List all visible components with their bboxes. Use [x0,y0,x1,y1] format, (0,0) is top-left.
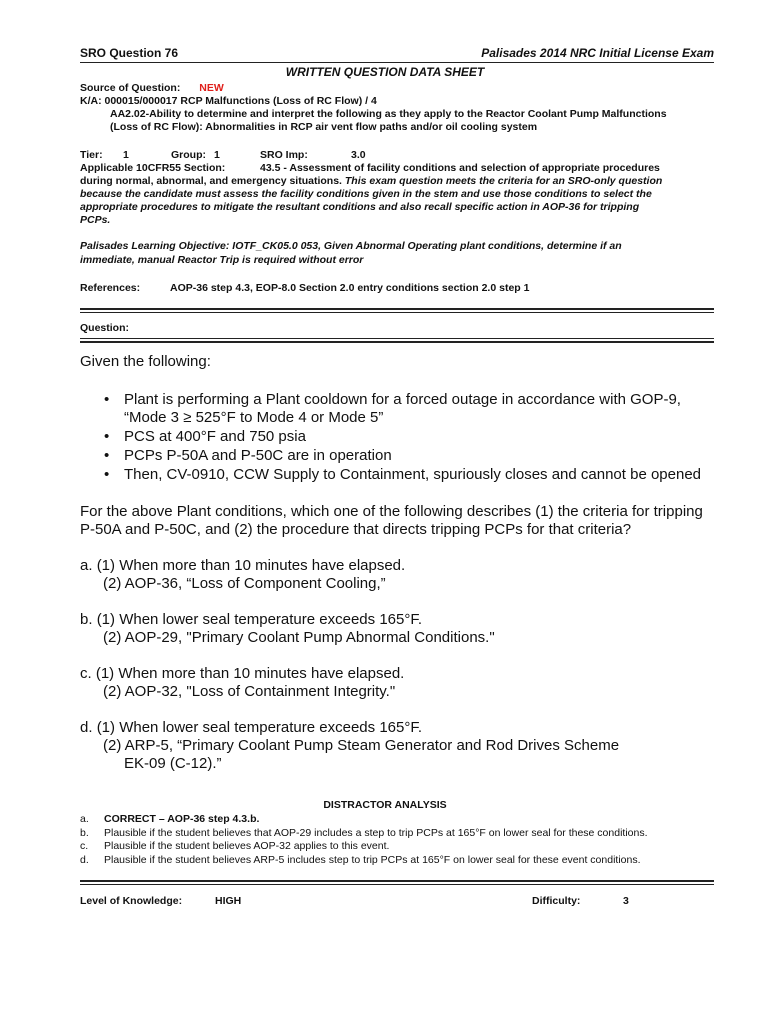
sro-imp-value: 3.0 [351,149,366,161]
answer-option-d[interactable] [80,719,720,773]
ka-line-3: (Loss of RC Flow): Abnormalities in RCP air vent flow paths and/or oil cooling system [110,121,538,133]
distractor-item [80,827,720,841]
distractor-letter: a. [80,813,89,825]
distractor-item [80,854,720,868]
footer-divider-1 [80,880,714,882]
applicable-line-5: PCPs. [80,214,111,226]
exam-title: Palisades 2014 NRC Initial License Exam [481,46,714,60]
section-divider-top-1 [80,308,714,310]
option-line-1: (1) When more than 10 minutes have elapsed. [96,557,406,574]
option-letter: b. [80,611,93,628]
sheet-title: WRITTEN QUESTION DATA SHEET [285,65,485,79]
option-line-2: (2) ARP-5, “Primary Coolant Pump Steam Generator and Rod Drives Scheme [103,737,620,754]
condition-text: Plant is performing a Plant cooldown for a forced outage in accordance with GOP-9, [124,391,681,408]
applicable-line-2-text: during normal, abnormal, and emergency situations. [80,175,342,187]
bullet-icon: • [104,391,110,408]
distractor-text: Plausible if the student believes that AOP-29 includes a step to trip PCPs at 165°F on lower seal for these conditions. [104,826,648,839]
difficulty-value: 3 [623,895,629,907]
applicable-value: 43.5 - Assessment of facility conditions and selection of appropriate procedures [260,162,660,174]
question-intro: Given the following: [80,353,211,370]
group-label: Group: [171,149,206,161]
option-line-1: (1) When lower seal temperature exceeds 165°F. [96,611,423,628]
level-of-knowledge-value: HIGH [215,895,242,907]
level-of-knowledge-label: Level of Knowledge: [80,895,183,907]
option-letter: d. [80,719,93,736]
question-number: SRO Question 76 [80,46,179,60]
distractor-text: CORRECT – AOP-36 step 4.3.b. [104,813,260,825]
question-label: Question: [80,322,129,334]
references-label: References: [80,282,141,294]
option-line-1: (1) When lower seal temperature exceeds 165°F. [96,719,423,736]
bullet-icon: • [104,447,110,464]
option-letter: c. [80,665,92,682]
distractor-text: Plausible if the student believes ARP-5 includes step to trip PCPs at 165°F on lower seal for these event conditions. [104,853,641,866]
option-line-1: (1) When more than 10 minutes have elapsed. [95,665,405,682]
ka-line-1: K/A: 000015/000017 RCP Malfunctions (Loss of RC Flow) / 4 [80,95,377,107]
applicable-line-3: because the candidate must assess the facility conditions given in the stem and use those conditions to select the [80,188,652,200]
answer-option-a[interactable] [80,557,720,593]
distractor-list [80,813,720,867]
objective-line-1: Palisades Learning Objective: IOTF_CK05.0 053, Given Abnormal Operating plant conditions, determine if an [80,240,622,252]
distractor-letter: c. [80,840,89,852]
question-divider-1 [80,338,714,339]
source-value: NEW [199,82,224,94]
condition-item [104,391,724,427]
question-stem-1: For the above Plant conditions, which one of the following describes (1) the criteria for tripping [80,503,703,520]
section-divider-top-2 [80,312,714,313]
tier-value: 1 [123,149,129,161]
distractor-item [80,813,720,827]
footer-divider-2 [80,884,714,885]
group-value: 1 [214,149,220,161]
option-line-2: (2) AOP-32, "Loss of Containment Integrity." [103,683,396,700]
question-divider-2 [80,341,714,343]
header-divider [80,62,714,63]
condition-text: PCPs P-50A and P-50C are in operation [124,447,392,464]
option-line-2: (2) AOP-29, "Primary Coolant Pump Abnormal Conditions." [103,629,495,646]
option-line-2: (2) AOP-36, “Loss of Component Cooling,” [103,575,386,592]
distractor-text: Plausible if the student believes AOP-32 applies to this event. [104,840,390,852]
question-stem-2: P-50A and P-50C, and (2) the procedure that directs tripping PCPs for that criteria? [80,521,632,538]
objective-line-2: immediate, manual Reactor Trip is required without error [80,254,364,266]
references-value: AOP-36 step 4.3, EOP-8.0 Section 2.0 entry conditions section 2.0 step 1 [170,282,530,294]
bullet-icon: • [104,428,110,445]
condition-text: Then, CV-0910, CCW Supply to Containment, spuriously closes and cannot be opened [124,466,702,483]
applicable-label: Applicable 10CFR55 Section: [80,162,226,174]
applicable-line-2 [80,175,662,189]
condition-item [104,428,724,446]
source-row [80,82,224,96]
option-letter: a. [80,557,93,574]
sro-imp-label: SRO Imp: [260,149,308,161]
distractor-item [80,840,720,854]
condition-text-cont: “Mode 3 ≥ 525°F to Mode 4 or Mode 5” [124,409,384,426]
ka-line-2: AA2.02-Ability to determine and interpret the following as they apply to the Reactor Coolant Pump Malfunctions [110,108,667,120]
condition-list [104,391,724,484]
condition-item [104,466,724,484]
distractor-title: DISTRACTOR ANALYSIS [323,799,447,811]
bullet-icon: • [104,466,110,483]
tier-label: Tier: [80,149,103,161]
source-label: Source of Question: [80,82,181,94]
applicable-line-2-italic: This exam question meets the criteria for an SRO-only question [344,175,663,187]
answer-option-c[interactable] [80,665,720,701]
option-line-3: EK-09 (C-12).” [124,755,222,772]
condition-text: PCS at 400°F and 750 psia [124,428,306,445]
answer-option-b[interactable] [80,611,720,647]
difficulty-label: Difficulty: [532,895,581,907]
distractor-letter: b. [80,826,89,839]
distractor-letter: d. [80,853,89,866]
condition-item [104,447,724,465]
applicable-line-4: appropriate procedures to mitigate the resultant conditions and also recall specific action in AOP-36 for tripping [80,201,640,213]
